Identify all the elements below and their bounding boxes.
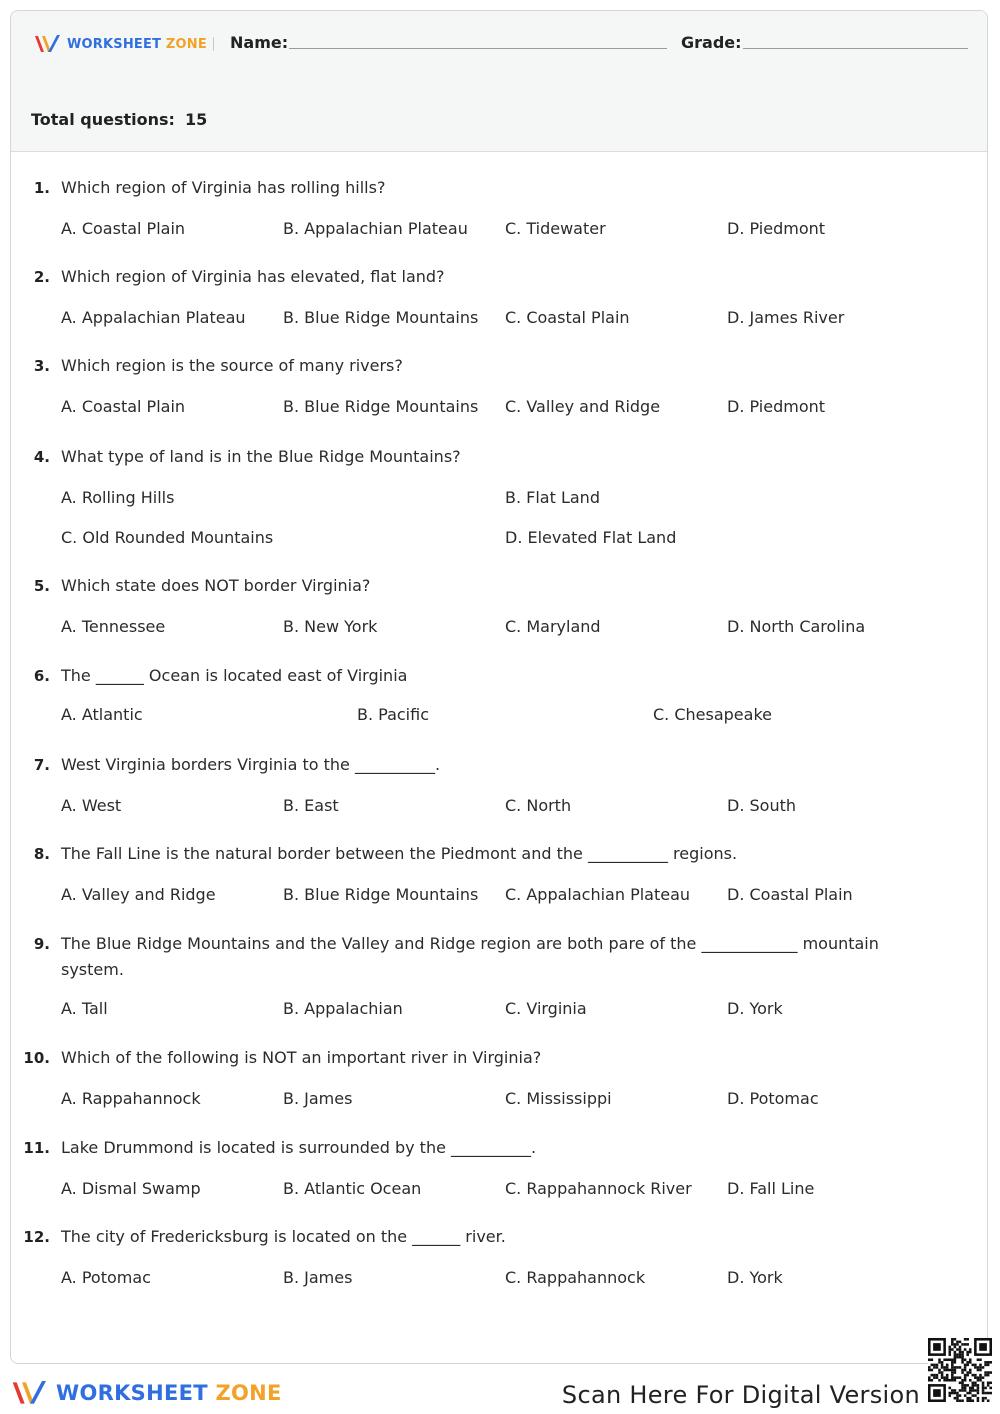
header-divider: [213, 37, 214, 51]
question-text: The ______ Ocean is located east of Virginia: [61, 666, 408, 685]
answer-option[interactable]: D. Elevated Flat Land: [505, 528, 677, 547]
total-questions: [31, 110, 207, 129]
answer-option[interactable]: D. North Carolina: [727, 617, 866, 636]
question-number: 12.: [23, 1228, 50, 1246]
answer-option[interactable]: B. New York: [283, 617, 378, 636]
answer-option[interactable]: A. Coastal Plain: [61, 219, 186, 238]
question-text: What type of land is in the Blue Ridge Mountains?: [61, 447, 461, 466]
answer-option[interactable]: C. Rappahannock: [505, 1268, 646, 1287]
answer-option[interactable]: B. James: [283, 1268, 353, 1287]
footer-logo-text-zone: ZONE: [215, 1381, 282, 1405]
question-text: West Virginia borders Virginia to the __________.: [61, 755, 441, 774]
answer-option[interactable]: C. Chesapeake: [653, 705, 772, 724]
answer-option[interactable]: B. Blue Ridge Mountains: [283, 397, 479, 416]
question-number: 5.: [33, 577, 50, 595]
question-number: 3.: [33, 357, 50, 375]
logo-text-zone: ZONE: [165, 36, 207, 52]
answer-option[interactable]: B. Pacific: [357, 705, 429, 724]
answer-option[interactable]: C. Valley and Ridge: [505, 397, 661, 416]
answer-option[interactable]: A. Tall: [61, 999, 108, 1018]
question-number: 4.: [33, 448, 50, 466]
answer-option[interactable]: C. North: [505, 796, 572, 815]
answer-option[interactable]: C. Virginia: [505, 999, 587, 1018]
worksheet: [10, 10, 988, 1364]
answer-option[interactable]: B. Blue Ridge Mountains: [283, 308, 479, 327]
answer-option[interactable]: C. Old Rounded Mountains: [61, 528, 274, 547]
answer-option[interactable]: B. Appalachian: [283, 999, 403, 1018]
logo-text-worksheet: WORKSHEET: [67, 36, 162, 52]
answer-option[interactable]: B. Flat Land: [505, 488, 600, 507]
question-number: 6.: [33, 667, 50, 685]
answer-option[interactable]: A. Valley and Ridge: [61, 885, 216, 904]
question-number: 10.: [23, 1049, 50, 1067]
page-footer: [0, 1364, 1000, 1414]
answer-option[interactable]: B. Blue Ridge Mountains: [283, 885, 479, 904]
footer-logo-text-worksheet: WORKSHEET: [56, 1381, 208, 1405]
qr-code-icon[interactable]: [928, 1338, 992, 1402]
answer-option[interactable]: A. Atlantic: [61, 705, 143, 724]
question-number: 9.: [33, 935, 50, 953]
question-number: 1.: [33, 179, 50, 197]
answer-option[interactable]: B. James: [283, 1089, 353, 1108]
answer-option[interactable]: A. West: [61, 796, 122, 815]
question-number: 11.: [23, 1139, 50, 1157]
answer-option[interactable]: D. James River: [727, 308, 845, 327]
answer-option[interactable]: D. York: [727, 999, 783, 1018]
answer-option[interactable]: B. Atlantic Ocean: [283, 1179, 422, 1198]
name-label: Name:: [230, 33, 289, 52]
scan-text: Scan Here For Digital Version: [561, 1381, 920, 1409]
answer-option[interactable]: D. Coastal Plain: [727, 885, 853, 904]
worksheet-zone-logo: [33, 33, 207, 55]
answer-option[interactable]: D. Piedmont: [727, 397, 826, 416]
question-text: The Blue Ridge Mountains and the Valley and Ridge region are both pare of the ____________ mountain system.: [61, 934, 879, 979]
answer-option[interactable]: C. Mississippi: [505, 1089, 612, 1108]
question-number: 8.: [33, 845, 50, 863]
answer-option[interactable]: B. East: [283, 796, 339, 815]
answer-option[interactable]: C. Coastal Plain: [505, 308, 630, 327]
total-questions-label: Total questions:: [31, 110, 175, 129]
answer-option[interactable]: C. Rappahannock River: [505, 1179, 692, 1198]
question-text: Which state does NOT border Virginia?: [61, 576, 371, 595]
answer-option[interactable]: D. Piedmont: [727, 219, 826, 238]
footer-logo: [10, 1378, 282, 1408]
answer-option[interactable]: D. Fall Line: [727, 1179, 815, 1198]
total-questions-value: 15: [184, 110, 208, 129]
grade-field[interactable]: [743, 48, 968, 49]
grade-label: Grade:: [681, 33, 742, 52]
answer-option[interactable]: A. Coastal Plain: [61, 397, 186, 416]
answer-option[interactable]: C. Appalachian Plateau: [505, 885, 691, 904]
question-number: 7.: [33, 756, 50, 774]
answer-option[interactable]: A. Dismal Swamp: [61, 1179, 201, 1198]
answer-option[interactable]: D. Potomac: [727, 1089, 819, 1108]
question-text: Which region of Virginia has rolling hills?: [61, 178, 386, 197]
question-number: 2.: [33, 268, 50, 286]
logo-mark-icon: [33, 33, 63, 55]
answer-option[interactable]: B. Appalachian Plateau: [283, 219, 468, 238]
question-text: Which region of Virginia has elevated, flat land?: [61, 267, 445, 286]
answer-option[interactable]: A. Appalachian Plateau: [61, 308, 246, 327]
answer-option[interactable]: D. York: [727, 1268, 783, 1287]
answer-option[interactable]: D. South: [727, 796, 796, 815]
question-text: The Fall Line is the natural border between the Piedmont and the __________ regions.: [61, 844, 738, 863]
worksheet-header: [11, 11, 987, 152]
question-text: Which region is the source of many rivers?: [61, 356, 403, 375]
answer-option[interactable]: A. Rolling Hills: [61, 488, 175, 507]
answer-option[interactable]: C. Maryland: [505, 617, 601, 636]
logo-mark-icon: [10, 1378, 50, 1408]
name-field[interactable]: [289, 48, 667, 49]
answer-option[interactable]: A. Rappahannock: [61, 1089, 201, 1108]
answer-option[interactable]: A. Potomac: [61, 1268, 151, 1287]
answer-option[interactable]: A. Tennessee: [61, 617, 166, 636]
question-text: The city of Fredericksburg is located on the ______ river.: [61, 1227, 506, 1246]
question-text: Lake Drummond is located is surrounded by the __________.: [61, 1138, 537, 1157]
question-text: Which of the following is NOT an important river in Virginia?: [61, 1048, 542, 1067]
answer-option[interactable]: C. Tidewater: [505, 219, 606, 238]
